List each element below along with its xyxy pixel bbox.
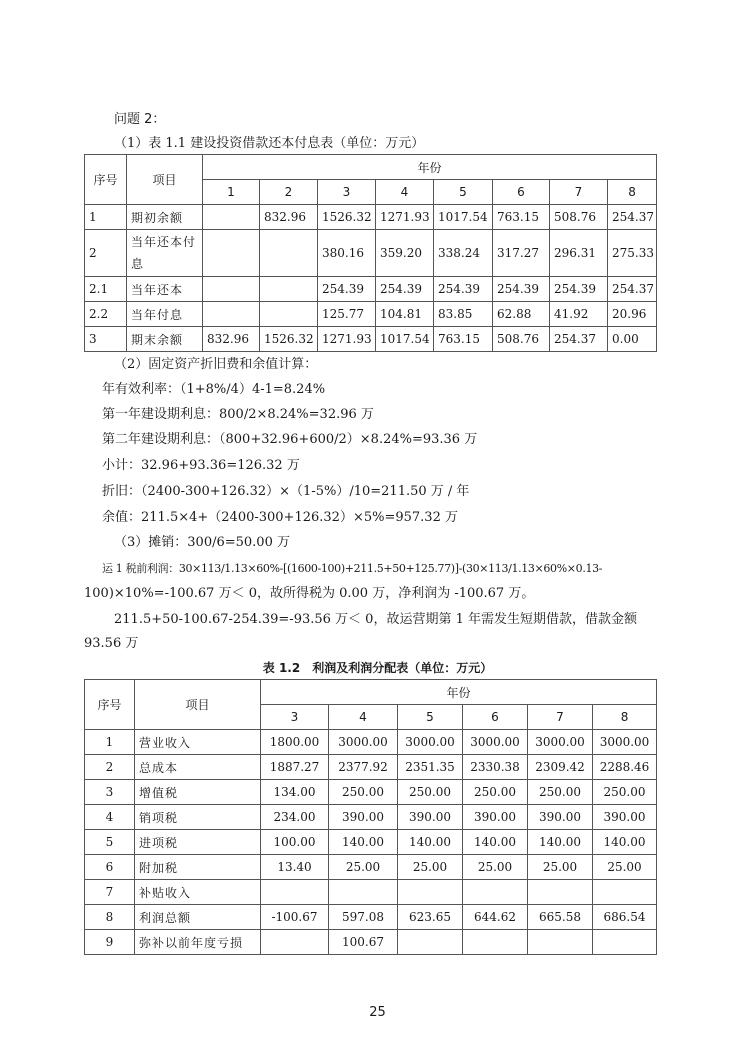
value-cell: 763.15 xyxy=(493,205,550,230)
row-seq-cell: 7 xyxy=(85,880,135,905)
year-header-cell: 5 xyxy=(434,180,493,205)
section2-line-5: 折旧：（2400-300+126.32）×（1-5%）/10=211.50 万 / 年 xyxy=(102,484,470,499)
value-cell: 140.00 xyxy=(329,830,398,855)
value-cell: -100.67 xyxy=(261,905,329,930)
value-cell: 665.58 xyxy=(528,905,593,930)
value-cell: 20.96 xyxy=(608,302,657,327)
value-cell: 2309.42 xyxy=(528,755,593,780)
value-cell: 3000.00 xyxy=(528,730,593,755)
value-cell: 3000.00 xyxy=(593,730,657,755)
table-row xyxy=(85,830,657,855)
row-item-cell: 进项税 xyxy=(135,830,261,855)
value-cell: 3000.00 xyxy=(463,730,528,755)
value-cell: 390.00 xyxy=(463,805,528,830)
value-cell xyxy=(203,302,260,327)
row-item-cell: 当年还本付息 xyxy=(127,230,203,277)
year-header-cell: 3 xyxy=(261,705,329,730)
section2-heading: （2）固定资产折旧费和余值计算： xyxy=(114,357,318,372)
value-cell xyxy=(463,880,528,905)
section2-line-2: 第一年建设期利息：800/2×8.24%=32.96 万 xyxy=(102,407,374,422)
col-item-header: 项目 xyxy=(127,155,203,205)
year-header-cell: 8 xyxy=(593,705,657,730)
year-header-cell: 2 xyxy=(260,180,318,205)
table-row xyxy=(85,730,657,755)
table-row xyxy=(85,855,657,880)
value-cell: 100.67 xyxy=(329,930,398,955)
section2-line-4: 小计：32.96+93.36=126.32 万 xyxy=(102,458,300,473)
row-item-cell: 利润总额 xyxy=(135,905,261,930)
section2-line-1: 年有效利率：（1+8%/4）4-1=8.24% xyxy=(102,382,326,397)
col-item-header: 项目 xyxy=(135,680,261,730)
table-row xyxy=(85,805,657,830)
value-cell: 25.00 xyxy=(528,855,593,880)
year-header-cell: 3 xyxy=(318,180,376,205)
table-row xyxy=(85,277,657,302)
row-item-cell: 销项税 xyxy=(135,805,261,830)
year-header-cell: 8 xyxy=(608,180,657,205)
table1-caption: （1）表 1.1 建设投资借款还本付息表（单位：万元） xyxy=(114,136,425,151)
value-cell: 623.65 xyxy=(398,905,463,930)
value-cell xyxy=(398,880,463,905)
value-cell: 234.00 xyxy=(261,805,329,830)
value-cell: 275.33 xyxy=(608,230,657,277)
value-cell: 134.00 xyxy=(261,780,329,805)
value-cell: 317.27 xyxy=(493,230,550,277)
row-seq-cell: 5 xyxy=(85,830,135,855)
value-cell: 763.15 xyxy=(434,327,493,352)
section3-loan-line-b: 93.56 万 xyxy=(84,636,139,651)
value-cell xyxy=(260,277,318,302)
section3-profit-line-a: 运 1 税前利润：30×113/1.13×60%-[(1600-100)+211.5+50+125.77)]-(30×113/1.13×60%×0.13- xyxy=(102,562,603,575)
value-cell: 390.00 xyxy=(528,805,593,830)
value-cell: 1017.54 xyxy=(434,205,493,230)
value-cell: 254.39 xyxy=(493,277,550,302)
year-header-cell: 6 xyxy=(493,180,550,205)
col-year-header: 年份 xyxy=(261,680,657,705)
value-cell xyxy=(203,205,260,230)
table-row xyxy=(85,205,657,230)
value-cell: 2288.46 xyxy=(593,755,657,780)
year-header-cell: 7 xyxy=(550,180,608,205)
value-cell: 254.37 xyxy=(608,277,657,302)
value-cell xyxy=(463,930,528,955)
row-item-cell: 当年付息 xyxy=(127,302,203,327)
row-seq-cell: 8 xyxy=(85,905,135,930)
value-cell: 140.00 xyxy=(463,830,528,855)
col-year-header: 年份 xyxy=(203,155,657,180)
value-cell: 254.37 xyxy=(550,327,608,352)
value-cell: 1800.00 xyxy=(261,730,329,755)
row-item-cell: 增值税 xyxy=(135,780,261,805)
table-row xyxy=(85,755,657,780)
value-cell: 3000.00 xyxy=(329,730,398,755)
value-cell xyxy=(260,302,318,327)
value-cell: 1526.32 xyxy=(260,327,318,352)
value-cell: 254.39 xyxy=(376,277,434,302)
section3-profit-line-b: 100)×10%=-100.67 万＜ 0，故所得税为 0.00 万，净利润为 -100.67 万。 xyxy=(84,586,535,601)
row-item-cell: 期末余额 xyxy=(127,327,203,352)
year-header-cell: 5 xyxy=(398,705,463,730)
value-cell xyxy=(329,880,398,905)
value-cell: 390.00 xyxy=(593,805,657,830)
value-cell: 686.54 xyxy=(593,905,657,930)
table-row xyxy=(85,327,657,352)
value-cell: 597.08 xyxy=(329,905,398,930)
value-cell: 250.00 xyxy=(398,780,463,805)
value-cell: 832.96 xyxy=(203,327,260,352)
value-cell: 62.88 xyxy=(493,302,550,327)
row-item-cell: 期初余额 xyxy=(127,205,203,230)
value-cell: 1887.27 xyxy=(261,755,329,780)
table-row xyxy=(85,880,657,905)
row-item-cell: 补贴收入 xyxy=(135,880,261,905)
value-cell: 140.00 xyxy=(528,830,593,855)
year-header-cell: 4 xyxy=(329,705,398,730)
value-cell: 41.92 xyxy=(550,302,608,327)
value-cell: 13.40 xyxy=(261,855,329,880)
value-cell: 25.00 xyxy=(593,855,657,880)
value-cell xyxy=(203,230,260,277)
col-seq-header: 序号 xyxy=(85,680,135,730)
value-cell xyxy=(203,277,260,302)
row-item-cell: 总成本 xyxy=(135,755,261,780)
value-cell: 250.00 xyxy=(593,780,657,805)
row-seq-cell: 2.2 xyxy=(85,302,127,327)
value-cell: 296.31 xyxy=(550,230,608,277)
value-cell: 254.39 xyxy=(434,277,493,302)
table-row xyxy=(85,230,657,277)
value-cell xyxy=(261,930,329,955)
problem-title: 问题 2： xyxy=(114,112,166,127)
value-cell xyxy=(260,230,318,277)
value-cell: 380.16 xyxy=(318,230,376,277)
row-seq-cell: 4 xyxy=(85,805,135,830)
value-cell: 508.76 xyxy=(550,205,608,230)
page-number: 25 xyxy=(369,1005,386,1020)
value-cell: 390.00 xyxy=(398,805,463,830)
table-row xyxy=(85,930,657,955)
value-cell: 1271.93 xyxy=(376,205,434,230)
row-item-cell: 附加税 xyxy=(135,855,261,880)
row-item-cell: 弥补以前年度亏损 xyxy=(135,930,261,955)
value-cell: 140.00 xyxy=(593,830,657,855)
row-item-cell: 营业收入 xyxy=(135,730,261,755)
value-cell: 2351.35 xyxy=(398,755,463,780)
row-seq-cell: 2.1 xyxy=(85,277,127,302)
value-cell: 644.62 xyxy=(463,905,528,930)
value-cell: 1017.54 xyxy=(376,327,434,352)
row-seq-cell: 3 xyxy=(85,780,135,805)
table2-caption: 表 1.2 利润及利润分配表（单位：万元） xyxy=(262,661,493,675)
row-item-cell: 当年还本 xyxy=(127,277,203,302)
value-cell: 1526.32 xyxy=(318,205,376,230)
value-cell: 25.00 xyxy=(398,855,463,880)
value-cell: 3000.00 xyxy=(398,730,463,755)
value-cell: 140.00 xyxy=(398,830,463,855)
col-seq-header: 序号 xyxy=(85,155,127,205)
row-seq-cell: 1 xyxy=(85,205,127,230)
value-cell xyxy=(261,880,329,905)
value-cell: 104.81 xyxy=(376,302,434,327)
value-cell: 508.76 xyxy=(493,327,550,352)
year-header-cell: 1 xyxy=(203,180,260,205)
value-cell: 338.24 xyxy=(434,230,493,277)
profit-distribution-table xyxy=(84,679,657,955)
value-cell: 832.96 xyxy=(260,205,318,230)
value-cell: 254.39 xyxy=(318,277,376,302)
section3-loan-line-a: 211.5+50-100.67-254.39=-93.56 万＜ 0，故运营期第 1 年需发生短期借款，借款金额 xyxy=(114,612,637,627)
value-cell: 25.00 xyxy=(463,855,528,880)
value-cell: 100.00 xyxy=(261,830,329,855)
year-header-cell: 7 xyxy=(528,705,593,730)
value-cell: 2377.92 xyxy=(329,755,398,780)
table-row xyxy=(85,905,657,930)
table-row xyxy=(85,780,657,805)
value-cell: 125.77 xyxy=(318,302,376,327)
value-cell: 254.39 xyxy=(550,277,608,302)
year-header-cell: 4 xyxy=(376,180,434,205)
section2-line-3: 第二年建设期利息：（800+32.96+600/2）×8.24%=93.36 万 xyxy=(102,432,478,447)
value-cell: 390.00 xyxy=(329,805,398,830)
value-cell: 25.00 xyxy=(329,855,398,880)
value-cell: 250.00 xyxy=(528,780,593,805)
row-seq-cell: 3 xyxy=(85,327,127,352)
table-row xyxy=(85,302,657,327)
value-cell xyxy=(398,930,463,955)
value-cell xyxy=(528,930,593,955)
section3-amortization: （3）摊销：300/6=50.00 万 xyxy=(114,535,290,550)
value-cell xyxy=(593,930,657,955)
row-seq-cell: 9 xyxy=(85,930,135,955)
section2-line-6: 余值：211.5×4+（2400-300+126.32）×5%=957.32 万 xyxy=(102,510,458,525)
value-cell: 0.00 xyxy=(608,327,657,352)
value-cell: 359.20 xyxy=(376,230,434,277)
row-seq-cell: 2 xyxy=(85,230,127,277)
row-seq-cell: 6 xyxy=(85,855,135,880)
value-cell: 83.85 xyxy=(434,302,493,327)
value-cell: 254.37 xyxy=(608,205,657,230)
row-seq-cell: 1 xyxy=(85,730,135,755)
year-header-cell: 6 xyxy=(463,705,528,730)
value-cell: 250.00 xyxy=(329,780,398,805)
loan-repayment-table xyxy=(84,154,657,352)
value-cell: 1271.93 xyxy=(318,327,376,352)
value-cell: 250.00 xyxy=(463,780,528,805)
value-cell xyxy=(593,880,657,905)
value-cell xyxy=(528,880,593,905)
row-seq-cell: 2 xyxy=(85,755,135,780)
value-cell: 2330.38 xyxy=(463,755,528,780)
